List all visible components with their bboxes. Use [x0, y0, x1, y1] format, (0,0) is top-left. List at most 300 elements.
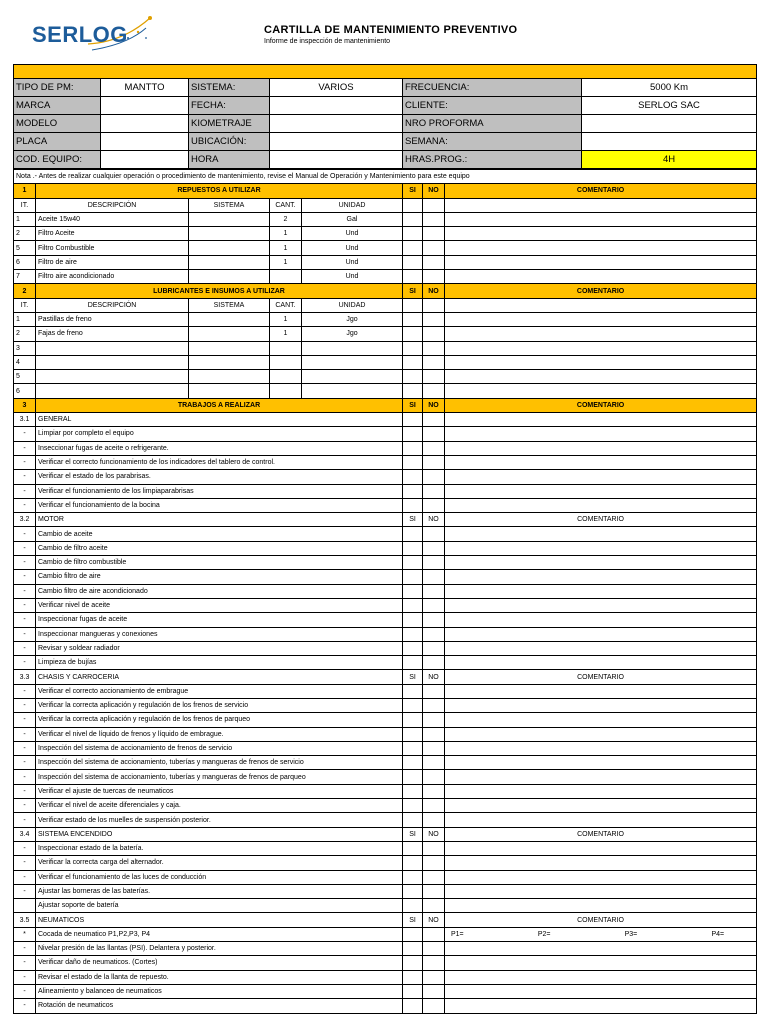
comentario-cell[interactable]: [445, 384, 757, 398]
task-marker: -: [14, 498, 36, 512]
si-cell[interactable]: [403, 413, 423, 427]
subsection-title: NEUMATICOS: [36, 913, 403, 927]
comentario-cell[interactable]: [445, 198, 757, 212]
no-cell[interactable]: [423, 799, 445, 813]
section-header: [14, 184, 757, 198]
comentario-cell[interactable]: [445, 355, 757, 369]
info-label: FECHA:: [189, 97, 270, 115]
task-row: [14, 970, 757, 984]
no-cell[interactable]: [423, 241, 445, 255]
no-cell[interactable]: [423, 541, 445, 555]
task-marker: -: [14, 598, 36, 612]
tire-position-label[interactable]: P2=: [537, 930, 551, 938]
item-unit: [302, 355, 403, 369]
task-row: [14, 813, 757, 827]
no-cell[interactable]: [423, 784, 445, 798]
si-cell[interactable]: [403, 870, 423, 884]
comentario-cell[interactable]: [445, 799, 757, 813]
no-cell[interactable]: [423, 298, 445, 312]
comentario-cell[interactable]: [445, 698, 757, 712]
si-cell[interactable]: [403, 956, 423, 970]
si-cell[interactable]: [403, 427, 423, 441]
task-row: [14, 627, 757, 641]
no-cell[interactable]: [423, 942, 445, 956]
item-row: [14, 384, 757, 398]
item-row: [14, 255, 757, 269]
si-cell[interactable]: [403, 856, 423, 870]
comentario-cell[interactable]: [445, 527, 757, 541]
item-sistema[interactable]: [189, 384, 270, 398]
task-row: [14, 784, 757, 798]
si-cell[interactable]: [403, 541, 423, 555]
comentario-cell[interactable]: [445, 713, 757, 727]
info-value[interactable]: VARIOS: [270, 79, 403, 97]
no-cell[interactable]: [423, 370, 445, 384]
comentario-cell[interactable]: [445, 984, 757, 998]
no-cell[interactable]: [423, 227, 445, 241]
task-description: Verificar la correcta carga del alternador.: [36, 856, 403, 870]
item-description: [36, 341, 189, 355]
item-sistema[interactable]: [189, 270, 270, 284]
no-cell[interactable]: [423, 870, 445, 884]
item-sistema[interactable]: [189, 212, 270, 226]
comentario-cell[interactable]: [445, 770, 757, 784]
no-cell[interactable]: [423, 384, 445, 398]
subsection-title: SISTEMA ENCENDIDO: [36, 827, 403, 841]
item-row: [14, 241, 757, 255]
item-unit: Und: [302, 227, 403, 241]
no-cell[interactable]: [423, 413, 445, 427]
no-cell[interactable]: [423, 756, 445, 770]
no-cell[interactable]: [423, 198, 445, 212]
task-description: Verificar el nivel de líquido de frenos y líquido de embrague.: [36, 727, 403, 741]
task-marker: -: [14, 970, 36, 984]
comentario-cell[interactable]: [445, 684, 757, 698]
si-cell[interactable]: [403, 198, 423, 212]
document-subtitle: Informe de inspección de mantenimiento: [264, 38, 391, 45]
cant-header: CANT.: [270, 298, 302, 312]
comentario-cell[interactable]: [445, 627, 757, 641]
comentario-cell[interactable]: [445, 470, 757, 484]
comentario-cell[interactable]: [445, 298, 757, 312]
comentario-cell[interactable]: [445, 856, 757, 870]
si-cell[interactable]: [403, 984, 423, 998]
no-cell[interactable]: [423, 970, 445, 984]
section-number: 1: [14, 184, 36, 198]
no-cell[interactable]: [423, 455, 445, 469]
task-marker: -: [14, 799, 36, 813]
si-cell[interactable]: [403, 770, 423, 784]
si-cell[interactable]: [403, 713, 423, 727]
si-cell[interactable]: [403, 341, 423, 355]
si-cell[interactable]: [403, 656, 423, 670]
comentario-cell[interactable]: [445, 370, 757, 384]
note-row: [14, 170, 757, 184]
si-cell[interactable]: [403, 227, 423, 241]
item-sistema[interactable]: [189, 341, 270, 355]
si-cell[interactable]: [403, 270, 423, 284]
si-cell[interactable]: [403, 899, 423, 913]
comentario-cell[interactable]: [445, 484, 757, 498]
item-number: 5: [14, 241, 36, 255]
no-cell[interactable]: [423, 441, 445, 455]
si-cell[interactable]: [403, 370, 423, 384]
task-row: [14, 584, 757, 598]
item-sistema[interactable]: [189, 312, 270, 326]
item-sistema[interactable]: [189, 355, 270, 369]
comentario-cell[interactable]: [445, 970, 757, 984]
si-header: SI: [403, 184, 423, 198]
si-header: SI: [403, 827, 423, 841]
no-cell[interactable]: [423, 727, 445, 741]
item-description: [36, 370, 189, 384]
no-cell[interactable]: [423, 527, 445, 541]
subsection-header: [14, 913, 757, 927]
item-sistema[interactable]: [189, 241, 270, 255]
task-row: [14, 984, 757, 998]
item-number: 1: [14, 312, 36, 326]
task-marker: -: [14, 641, 36, 655]
task-row: [14, 799, 757, 813]
task-description: Inseccionar fugas de aceite o refrigerante.: [36, 441, 403, 455]
info-label: SEMANA:: [403, 133, 582, 151]
tire-position-label[interactable]: P1=: [451, 930, 464, 938]
section-number: 3: [14, 398, 36, 412]
task-description: Verificar el estado de los parabrisas.: [36, 470, 403, 484]
si-cell[interactable]: [403, 799, 423, 813]
no-cell[interactable]: [423, 556, 445, 570]
item-number: 6: [14, 255, 36, 269]
info-row: [14, 115, 757, 133]
comentario-header: COMENTARIO: [445, 184, 757, 198]
info-value[interactable]: [270, 151, 403, 169]
task-marker: -: [14, 770, 36, 784]
subsection-header: [14, 513, 757, 527]
item-number: 2: [14, 327, 36, 341]
item-row: [14, 270, 757, 284]
comentario-cell[interactable]: [445, 541, 757, 555]
item-quantity: 1: [270, 312, 302, 326]
comentario-cell[interactable]: [445, 999, 757, 1013]
no-cell[interactable]: [423, 899, 445, 913]
comentario-cell[interactable]: [445, 212, 757, 226]
info-value[interactable]: 5000 Km: [582, 79, 757, 97]
item-description: Filtro Combustible: [36, 241, 189, 255]
si-cell[interactable]: [403, 741, 423, 755]
task-marker: -: [14, 741, 36, 755]
si-cell[interactable]: [403, 255, 423, 269]
task-marker: -: [14, 698, 36, 712]
info-value[interactable]: [101, 133, 189, 151]
info-value[interactable]: [582, 115, 757, 133]
item-unit: [302, 384, 403, 398]
info-label: FRECUENCIA:: [403, 79, 582, 97]
item-unit: Gal: [302, 212, 403, 226]
info-value[interactable]: [101, 115, 189, 133]
no-cell[interactable]: [423, 813, 445, 827]
comentario-cell[interactable]: [445, 556, 757, 570]
info-value[interactable]: [270, 133, 403, 151]
column-header-row: [14, 298, 757, 312]
item-sistema[interactable]: [189, 327, 270, 341]
info-value[interactable]: [101, 151, 189, 169]
item-quantity: 1: [270, 241, 302, 255]
comentario-cell[interactable]: [445, 227, 757, 241]
comentario-header: COMENTARIO: [445, 670, 757, 684]
task-marker: -: [14, 956, 36, 970]
item-number: 4: [14, 355, 36, 369]
no-cell[interactable]: [423, 312, 445, 326]
no-cell[interactable]: [423, 927, 445, 941]
no-cell[interactable]: [423, 470, 445, 484]
sistema-header: SISTEMA: [189, 198, 270, 212]
si-cell[interactable]: [403, 627, 423, 641]
no-cell[interactable]: [423, 484, 445, 498]
si-cell[interactable]: [403, 470, 423, 484]
comentario-cell[interactable]: [445, 942, 757, 956]
task-description: Ajustar soporte de batería: [36, 899, 403, 913]
no-cell[interactable]: [423, 999, 445, 1013]
note-text: Nota .- Antes de realizar cualquier operación o procedimiento de mantenimiento, revise el Manual de Operación y Mantenimiento para este equipo: [14, 170, 757, 184]
si-cell[interactable]: [403, 441, 423, 455]
task-description: Ajustar las borneras de las baterías.: [36, 884, 403, 898]
comentario-cell[interactable]: [445, 727, 757, 741]
info-value[interactable]: [101, 97, 189, 115]
no-cell[interactable]: [423, 741, 445, 755]
task-marker: -: [14, 942, 36, 956]
comentario-cell[interactable]: [445, 741, 757, 755]
no-cell[interactable]: [423, 427, 445, 441]
comentario-cell[interactable]: [445, 756, 757, 770]
task-description: Inspeccionar mangueras y conexiones: [36, 627, 403, 641]
comentario-cell[interactable]: [445, 641, 757, 655]
si-cell[interactable]: [403, 613, 423, 627]
comentario-cell[interactable]: [445, 413, 757, 427]
si-cell[interactable]: [403, 498, 423, 512]
task-marker: -: [14, 841, 36, 855]
no-cell[interactable]: [423, 613, 445, 627]
item-sistema[interactable]: [189, 227, 270, 241]
comentario-cell[interactable]: [445, 427, 757, 441]
subsection-header: [14, 670, 757, 684]
subsection-number: 3.2: [14, 513, 36, 527]
task-row: [14, 613, 757, 627]
item-sistema[interactable]: [189, 255, 270, 269]
comentario-cell[interactable]: [445, 784, 757, 798]
comentario-header: COMENTARIO: [445, 284, 757, 298]
si-header: SI: [403, 913, 423, 927]
info-value[interactable]: [582, 133, 757, 151]
subsection-header: [14, 413, 757, 427]
no-cell[interactable]: [423, 698, 445, 712]
comentario-cell[interactable]: [445, 956, 757, 970]
info-value[interactable]: SERLOG SAC: [582, 97, 757, 115]
task-description: Verificar el funcionamiento de los limpiaparabrisas: [36, 484, 403, 498]
comentario-cell[interactable]: [445, 341, 757, 355]
column-header-row: [14, 198, 757, 212]
info-value[interactable]: 4H: [582, 151, 757, 169]
item-quantity: 1: [270, 227, 302, 241]
si-cell[interactable]: [403, 598, 423, 612]
si-cell[interactable]: [403, 241, 423, 255]
task-row: [14, 884, 757, 898]
item-unit: Und: [302, 241, 403, 255]
no-cell[interactable]: [423, 212, 445, 226]
tire-position-label[interactable]: P3=: [624, 930, 638, 938]
task-row: [14, 427, 757, 441]
comentario-cell[interactable]: [445, 813, 757, 827]
unidad-header: UNIDAD: [302, 198, 403, 212]
si-cell[interactable]: [403, 970, 423, 984]
comentario-cell[interactable]: [445, 870, 757, 884]
comentario-cell[interactable]: [445, 841, 757, 855]
info-label: PLACA: [14, 133, 101, 151]
comentario-cell[interactable]: [445, 570, 757, 584]
comentario-cell[interactable]: [445, 455, 757, 469]
comentario-cell[interactable]: [445, 927, 757, 941]
info-label: UBICACIÓN:: [189, 133, 270, 151]
no-cell[interactable]: [423, 327, 445, 341]
no-cell[interactable]: [423, 570, 445, 584]
si-cell[interactable]: [403, 999, 423, 1013]
no-cell[interactable]: [423, 270, 445, 284]
no-cell[interactable]: [423, 598, 445, 612]
comentario-cell[interactable]: [445, 613, 757, 627]
no-cell[interactable]: [423, 713, 445, 727]
item-row: [14, 227, 757, 241]
comentario-cell[interactable]: [445, 884, 757, 898]
si-cell[interactable]: [403, 212, 423, 226]
info-label: KIOMETRAJE: [189, 115, 270, 133]
task-marker: -: [14, 884, 36, 898]
task-description: Cambio de aceite: [36, 527, 403, 541]
descripcion-header: DESCRIPCIÓN: [36, 298, 189, 312]
section-title: TRABAJOS A REALIZAR: [36, 398, 403, 412]
si-cell[interactable]: [403, 327, 423, 341]
it-header: IT.: [14, 298, 36, 312]
comentario-cell[interactable]: [445, 656, 757, 670]
item-sistema[interactable]: [189, 370, 270, 384]
task-row: [14, 527, 757, 541]
task-row: [14, 684, 757, 698]
si-cell[interactable]: [403, 355, 423, 369]
info-value[interactable]: [270, 97, 403, 115]
task-row: [14, 899, 757, 913]
task-description: Limpiar por completo el equipo: [36, 427, 403, 441]
no-cell[interactable]: [423, 856, 445, 870]
task-row: [14, 698, 757, 712]
no-cell[interactable]: [423, 641, 445, 655]
task-marker: -: [14, 441, 36, 455]
no-cell[interactable]: [423, 255, 445, 269]
si-cell[interactable]: [403, 784, 423, 798]
no-cell[interactable]: [423, 584, 445, 598]
task-description: Verificar el nivel de aceite diferenciales y caja.: [36, 799, 403, 813]
task-description: Rotación de neumaticos: [36, 999, 403, 1013]
no-cell[interactable]: [423, 984, 445, 998]
comentario-cell[interactable]: [445, 584, 757, 598]
no-cell[interactable]: [423, 956, 445, 970]
info-label: MARCA: [14, 97, 101, 115]
task-marker: -: [14, 984, 36, 998]
no-cell[interactable]: [423, 341, 445, 355]
task-row: [14, 756, 757, 770]
no-cell[interactable]: [423, 841, 445, 855]
item-number: 7: [14, 270, 36, 284]
si-cell[interactable]: [403, 312, 423, 326]
task-marker: -: [14, 656, 36, 670]
si-cell[interactable]: [403, 556, 423, 570]
comentario-cell[interactable]: [445, 899, 757, 913]
si-cell[interactable]: [403, 942, 423, 956]
subsection-number: 3.4: [14, 827, 36, 841]
no-cell[interactable]: [423, 627, 445, 641]
no-cell[interactable]: [423, 684, 445, 698]
si-cell[interactable]: [403, 813, 423, 827]
si-header: SI: [403, 398, 423, 412]
comentario-cell[interactable]: [445, 255, 757, 269]
comentario-cell[interactable]: [445, 327, 757, 341]
si-cell[interactable]: [403, 927, 423, 941]
comentario-cell[interactable]: [445, 598, 757, 612]
task-row: [14, 999, 757, 1013]
info-label: HRAS.PROG.:: [403, 151, 582, 169]
task-marker: -: [14, 713, 36, 727]
cant-header: CANT.: [270, 198, 302, 212]
si-cell[interactable]: [403, 756, 423, 770]
si-cell[interactable]: [403, 527, 423, 541]
si-cell[interactable]: [403, 684, 423, 698]
si-cell[interactable]: [403, 298, 423, 312]
task-description: Cambio filtro de aire acondicionado: [36, 584, 403, 598]
si-cell[interactable]: [403, 484, 423, 498]
subsection-title: MOTOR: [36, 513, 403, 527]
no-cell[interactable]: [423, 656, 445, 670]
si-cell[interactable]: [403, 841, 423, 855]
no-cell[interactable]: [423, 770, 445, 784]
si-cell[interactable]: [403, 584, 423, 598]
si-cell[interactable]: [403, 698, 423, 712]
info-value[interactable]: [270, 115, 403, 133]
task-marker: -: [14, 999, 36, 1013]
comentario-cell[interactable]: [445, 241, 757, 255]
no-cell[interactable]: [423, 498, 445, 512]
comentario-cell[interactable]: [445, 270, 757, 284]
item-row: [14, 370, 757, 384]
si-cell[interactable]: [403, 384, 423, 398]
no-header: NO: [423, 398, 445, 412]
comentario-cell[interactable]: [445, 441, 757, 455]
si-cell[interactable]: [403, 884, 423, 898]
task-description: Inspección del sistema de accionamiento, tuberías y mangueras de frenos de servicio: [36, 756, 403, 770]
no-cell[interactable]: [423, 884, 445, 898]
si-cell[interactable]: [403, 727, 423, 741]
item-description: Aceite 15w40: [36, 212, 189, 226]
si-cell[interactable]: [403, 570, 423, 584]
comentario-cell[interactable]: [445, 498, 757, 512]
no-cell[interactable]: [423, 355, 445, 369]
si-cell[interactable]: [403, 455, 423, 469]
task-row: [14, 455, 757, 469]
info-label: TIPO DE PM:: [14, 79, 101, 97]
comentario-cell[interactable]: [445, 312, 757, 326]
task-description: Limpieza de bujías: [36, 656, 403, 670]
si-cell[interactable]: [403, 641, 423, 655]
task-description: Cambio filtro de aire: [36, 570, 403, 584]
tire-position-label[interactable]: P4=: [711, 930, 725, 938]
no-header: NO: [423, 913, 445, 927]
info-value[interactable]: MANTTO: [101, 79, 189, 97]
